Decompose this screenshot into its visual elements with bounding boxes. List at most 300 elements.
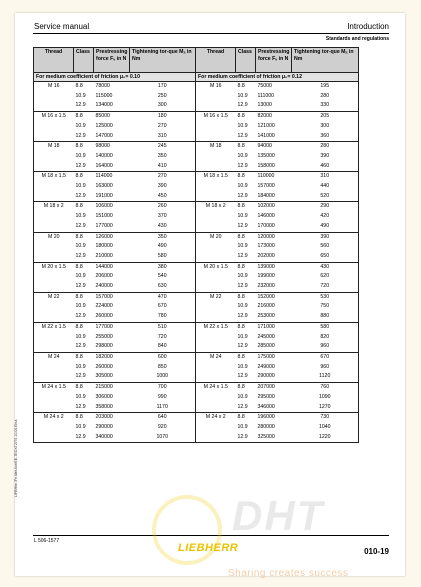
thread-cell xyxy=(34,433,74,443)
thread-cell xyxy=(196,423,236,433)
table-row xyxy=(34,292,359,302)
watermark-logo: DHT xyxy=(232,492,325,539)
table-row xyxy=(34,122,359,132)
class-cell: 12.9 xyxy=(236,132,256,142)
torque-cell: 1120 xyxy=(292,372,359,382)
thread-cell xyxy=(196,152,236,162)
thread-cell xyxy=(34,162,74,172)
class-cell: 8.8 xyxy=(75,173,83,180)
prestress-cell: 151000 xyxy=(95,213,113,220)
thread-cell: M 18 x 2 xyxy=(196,202,236,212)
prestress-cell: 163000 xyxy=(95,183,113,190)
torque-cell: 850 xyxy=(130,363,196,373)
prestress-cell: 175000 xyxy=(257,353,275,360)
thread-cell xyxy=(34,152,74,162)
prestress-cell: 260000 xyxy=(95,363,113,370)
prestress-cell: 285000 xyxy=(256,342,292,352)
thread-cell xyxy=(196,252,236,262)
prestress-cell: 215000 xyxy=(95,384,113,391)
torque-cell: 170 xyxy=(130,82,196,92)
logo-ring xyxy=(152,495,222,565)
torque-cell: 1000 xyxy=(130,372,196,382)
table-row xyxy=(34,282,359,292)
thread-cell xyxy=(34,302,74,312)
table-row xyxy=(34,262,359,272)
coefficient-left: For medium coefficient of friction μ₀= 0.10 xyxy=(34,73,196,82)
class-cell: 8.8 xyxy=(237,414,245,421)
prestress-cell: 102000 xyxy=(257,203,275,210)
class-cell: 12.9 xyxy=(236,403,256,413)
table-row xyxy=(34,312,359,322)
class-cell: 12.9 xyxy=(74,222,94,232)
thread-cell: M 18 x 1.5 xyxy=(34,172,74,182)
table-row xyxy=(34,383,359,393)
thread-cell xyxy=(196,162,236,172)
class-cell: 10.9 xyxy=(75,393,86,400)
thread-cell: M 18 xyxy=(196,142,236,152)
thread-cell: M 22 xyxy=(196,292,236,302)
torque-cell: 920 xyxy=(130,423,196,433)
bolt-torque-table xyxy=(33,47,359,443)
table-row xyxy=(34,132,359,142)
class-cell: 8.8 xyxy=(75,293,83,300)
torque-cell: 640 xyxy=(130,413,196,423)
thread-cell: M 24 x 1.5 xyxy=(34,383,74,393)
torque-cell: 270 xyxy=(130,172,196,182)
torque-cell: 310 xyxy=(130,132,196,142)
section-subtitle: Standards and regulations xyxy=(325,36,389,42)
class-cell: 8.8 xyxy=(237,293,245,300)
prestress-cell: 141000 xyxy=(256,132,292,142)
thread-cell: M 20 xyxy=(196,232,236,242)
class-cell: 10.9 xyxy=(75,243,86,250)
torque-cell: 390 xyxy=(292,152,359,162)
thread-cell xyxy=(196,363,236,373)
thread-cell xyxy=(34,101,74,111)
table-row xyxy=(34,112,359,122)
torque-cell: 760 xyxy=(292,383,359,393)
class-cell: 8.8 xyxy=(75,384,83,391)
prestress-cell: 177000 xyxy=(94,222,130,232)
class-cell: 12.9 xyxy=(74,342,94,352)
prestress-cell: 115000 xyxy=(95,92,113,99)
table-row xyxy=(34,423,359,433)
prestress-cell: 135000 xyxy=(257,152,275,159)
table-row xyxy=(34,182,359,192)
col-torque-left: Tightening tor-que Mₐ in Nm xyxy=(130,48,196,73)
torque-cell: 600 xyxy=(130,352,196,362)
prestress-cell: 139000 xyxy=(257,263,275,270)
prestress-cell: 94000 xyxy=(257,143,272,150)
thread-cell xyxy=(196,242,236,252)
torque-cell: 650 xyxy=(292,252,359,262)
torque-cell: 540 xyxy=(130,272,196,282)
torque-cell: 280 xyxy=(292,142,359,152)
torque-cell: 430 xyxy=(292,262,359,272)
class-cell: 12.9 xyxy=(74,282,94,292)
table-row xyxy=(34,101,359,111)
class-cell: 8.8 xyxy=(75,203,83,210)
prestress-cell: 85000 xyxy=(95,113,110,120)
torque-cell: 205 xyxy=(292,112,359,122)
col-thread-left: Thread xyxy=(34,48,74,73)
thread-cell: M 16 xyxy=(34,82,74,92)
class-cell: 10.9 xyxy=(237,333,248,340)
torque-cell: 490 xyxy=(130,242,196,252)
prestress-cell: 358000 xyxy=(94,403,130,413)
prestress-cell: 325000 xyxy=(256,433,292,443)
torque-cell: 1220 xyxy=(292,433,359,443)
torque-cell: 245 xyxy=(130,142,196,152)
class-cell: 8.8 xyxy=(75,143,83,150)
thread-cell: M 16 x 1.5 xyxy=(34,112,74,122)
table-row xyxy=(34,82,359,92)
class-cell: 10.9 xyxy=(75,122,86,129)
thread-cell: M 20 x 1.5 xyxy=(196,262,236,272)
class-cell: 10.9 xyxy=(75,273,86,280)
class-cell: 12.9 xyxy=(74,403,94,413)
prestress-cell: 98000 xyxy=(95,143,110,150)
torque-cell: 780 xyxy=(130,312,196,322)
prestress-cell: 152000 xyxy=(257,293,275,300)
table-row xyxy=(34,352,359,362)
class-cell: 12.9 xyxy=(74,192,94,202)
thread-cell xyxy=(34,333,74,343)
class-cell: 12.9 xyxy=(236,342,256,352)
class-cell: 12.9 xyxy=(236,101,256,111)
thread-cell: M 24 xyxy=(196,352,236,362)
table-row xyxy=(34,433,359,443)
col-prestress-left: Prestressing force Fᵥ in N xyxy=(94,48,130,73)
thread-cell: M 18 x 2 xyxy=(34,202,74,212)
torque-cell: 460 xyxy=(292,162,359,172)
table-row xyxy=(34,242,359,252)
class-cell: 10.9 xyxy=(237,92,248,99)
prestress-cell: 196000 xyxy=(257,414,275,421)
class-cell: 12.9 xyxy=(236,372,256,382)
table-row xyxy=(34,413,359,423)
torque-cell: 410 xyxy=(130,162,196,172)
class-cell: 8.8 xyxy=(237,233,245,240)
liebherr-logo: LIEBHERR xyxy=(178,542,239,554)
prestress-cell: 180000 xyxy=(95,243,113,250)
torque-cell: 1070 xyxy=(130,433,196,443)
torque-cell: 840 xyxy=(130,342,196,352)
prestress-cell: 125000 xyxy=(95,122,113,129)
class-cell: 10.9 xyxy=(75,152,86,159)
class-cell: 8.8 xyxy=(237,143,245,150)
coefficient-row xyxy=(34,73,359,82)
thread-cell xyxy=(196,403,236,413)
prestress-cell: 121000 xyxy=(257,122,275,129)
class-cell: 10.9 xyxy=(237,273,248,280)
table-row xyxy=(34,252,359,262)
thread-cell: M 18 xyxy=(34,142,74,152)
thread-cell: M 16 xyxy=(196,82,236,92)
prestress-cell: 171000 xyxy=(257,323,275,330)
thread-cell xyxy=(196,333,236,343)
prestress-cell: 232000 xyxy=(256,282,292,292)
class-cell: 8.8 xyxy=(237,384,245,391)
torque-cell: 880 xyxy=(292,312,359,322)
class-cell: 8.8 xyxy=(237,263,245,270)
prestress-cell: 346000 xyxy=(256,403,292,413)
class-cell: 8.8 xyxy=(75,83,83,89)
prestress-cell: 240000 xyxy=(94,282,130,292)
torque-cell: 960 xyxy=(292,363,359,373)
prestress-cell: 245000 xyxy=(257,333,275,340)
table-row xyxy=(34,372,359,382)
class-cell: 10.9 xyxy=(237,122,248,129)
prestress-cell: 260000 xyxy=(94,312,130,322)
header-rule xyxy=(33,33,389,34)
prestress-cell: 106000 xyxy=(95,203,113,210)
prestress-cell: 295000 xyxy=(257,393,275,400)
torque-cell: 420 xyxy=(292,212,359,222)
thread-cell xyxy=(196,272,236,282)
thread-cell xyxy=(34,393,74,403)
torque-cell: 670 xyxy=(130,302,196,312)
torque-cell: 360 xyxy=(292,132,359,142)
thread-cell xyxy=(34,222,74,232)
table-row xyxy=(34,393,359,403)
torque-cell: 390 xyxy=(292,232,359,242)
torque-cell: 180 xyxy=(130,112,196,122)
table-row xyxy=(34,322,359,332)
torque-cell: 270 xyxy=(130,122,196,132)
prestress-cell: 191000 xyxy=(94,192,130,202)
class-cell: 10.9 xyxy=(237,303,248,310)
torque-cell: 290 xyxy=(292,202,359,212)
thread-cell xyxy=(34,423,74,433)
thread-cell xyxy=(34,403,74,413)
torque-cell: 300 xyxy=(292,122,359,132)
thread-cell: M 24 x 2 xyxy=(34,413,74,423)
class-cell: 10.9 xyxy=(75,92,86,99)
class-cell: 12.9 xyxy=(74,433,94,443)
thread-cell xyxy=(196,312,236,322)
thread-cell xyxy=(196,132,236,142)
class-cell: 10.9 xyxy=(237,393,248,400)
prestress-cell: 120000 xyxy=(257,233,275,240)
class-cell: 12.9 xyxy=(74,132,94,142)
prestress-cell: 126000 xyxy=(95,233,113,240)
class-cell: 12.9 xyxy=(236,312,256,322)
class-cell: 8.8 xyxy=(237,113,245,120)
torque-cell: 520 xyxy=(292,192,359,202)
table-row xyxy=(34,92,359,102)
table-row xyxy=(34,212,359,222)
torque-cell: 450 xyxy=(130,192,196,202)
prestress-cell: 114000 xyxy=(95,173,113,180)
thread-cell xyxy=(196,282,236,292)
table-row xyxy=(34,202,359,212)
prestress-cell: 202000 xyxy=(256,252,292,262)
document-number: L 506-1577 xyxy=(34,538,60,544)
thread-cell: M 22 xyxy=(34,292,74,302)
class-cell: 8.8 xyxy=(75,323,83,330)
class-cell: 12.9 xyxy=(236,192,256,202)
thread-cell xyxy=(34,192,74,202)
thread-cell xyxy=(34,92,74,102)
class-cell: 10.9 xyxy=(237,183,248,190)
prestress-cell: 147000 xyxy=(94,132,130,142)
thread-cell xyxy=(196,222,236,232)
thread-cell xyxy=(34,363,74,373)
prestress-cell: 177000 xyxy=(95,323,113,330)
prestress-cell: 210000 xyxy=(94,252,130,262)
thread-cell: M 22 x 1.5 xyxy=(34,322,74,332)
thread-cell xyxy=(196,212,236,222)
thread-cell xyxy=(34,132,74,142)
torque-cell: 1090 xyxy=(292,393,359,403)
thread-cell xyxy=(34,272,74,282)
torque-cell: 630 xyxy=(130,282,196,292)
table-row xyxy=(34,192,359,202)
table-row xyxy=(34,333,359,343)
class-cell: 12.9 xyxy=(74,101,94,111)
thread-cell xyxy=(34,242,74,252)
prestress-cell: 140000 xyxy=(95,152,113,159)
prestress-cell: 224000 xyxy=(95,303,113,310)
table-row xyxy=(34,222,359,232)
class-cell: 12.9 xyxy=(236,433,256,443)
torque-cell: 670 xyxy=(292,352,359,362)
torque-cell: 195 xyxy=(292,82,359,92)
table-row xyxy=(34,342,359,352)
prestress-cell: 13000 xyxy=(256,101,292,111)
col-class-left: Class xyxy=(74,48,94,73)
class-cell: 10.9 xyxy=(75,213,86,220)
torque-cell: 990 xyxy=(130,393,196,403)
prestress-cell: 305000 xyxy=(94,372,130,382)
prestress-cell: 173000 xyxy=(257,243,275,250)
torque-cell: 620 xyxy=(292,272,359,282)
prestress-cell: 157000 xyxy=(257,183,275,190)
torque-cell: 1040 xyxy=(292,423,359,433)
prestress-cell: 216000 xyxy=(257,303,275,310)
thread-cell xyxy=(34,252,74,262)
thread-cell: M 24 xyxy=(34,352,74,362)
class-cell: 8.8 xyxy=(75,353,83,360)
torque-cell: 440 xyxy=(292,182,359,192)
class-cell: 10.9 xyxy=(237,423,248,430)
col-torque-right: Tightening tor-que Mₐ in Nm xyxy=(292,48,359,73)
prestress-cell: 144000 xyxy=(95,263,113,270)
prestress-cell: 199000 xyxy=(257,273,275,280)
thread-cell xyxy=(196,122,236,132)
thread-cell xyxy=(196,192,236,202)
torque-cell: 350 xyxy=(130,232,196,242)
prestress-cell: 207000 xyxy=(257,384,275,391)
thread-cell xyxy=(34,122,74,132)
thread-cell xyxy=(34,312,74,322)
torque-cell: 1170 xyxy=(130,403,196,413)
torque-cell: 960 xyxy=(292,342,359,352)
table-row xyxy=(34,142,359,152)
class-cell: 12.9 xyxy=(236,282,256,292)
thread-cell: M 24 x 2 xyxy=(196,413,236,423)
prestress-cell: 280000 xyxy=(257,423,275,430)
prestress-cell: 170000 xyxy=(256,222,292,232)
class-cell: 10.9 xyxy=(75,363,86,370)
torque-cell: 280 xyxy=(292,92,359,102)
torque-cell: 720 xyxy=(292,282,359,292)
prestress-cell: 184000 xyxy=(256,192,292,202)
table-header-row xyxy=(34,48,359,73)
thread-cell xyxy=(196,342,236,352)
thread-cell xyxy=(196,433,236,443)
class-cell: 10.9 xyxy=(237,243,248,250)
torque-cell: 580 xyxy=(130,252,196,262)
prestress-cell: 111000 xyxy=(257,92,275,99)
prestress-cell: 157000 xyxy=(95,293,113,300)
torque-cell: 250 xyxy=(130,92,196,102)
col-thread-right: Thread xyxy=(196,48,236,73)
class-cell: 12.9 xyxy=(236,252,256,262)
class-cell: 8.8 xyxy=(237,203,245,210)
class-cell: 12.9 xyxy=(74,372,94,382)
thread-cell xyxy=(34,182,74,192)
thread-cell xyxy=(34,282,74,292)
torque-cell: 560 xyxy=(292,242,359,252)
class-cell: 12.9 xyxy=(236,162,256,172)
torque-cell: 310 xyxy=(292,172,359,182)
table-row xyxy=(34,403,359,413)
side-note: LIPBHhe./Fe.ldes.toerEE-TEOXTZITS 10.00.Ema xyxy=(14,419,18,497)
coefficient-right: For medium coefficient of friction μ₀= 0.12 xyxy=(196,73,359,82)
thread-cell: M 24 x 1.5 xyxy=(196,383,236,393)
table-row xyxy=(34,232,359,242)
class-cell: 8.8 xyxy=(237,353,245,360)
thread-cell: M 22 x 1.5 xyxy=(196,322,236,332)
prestress-cell: 110000 xyxy=(257,173,275,180)
thread-cell xyxy=(34,212,74,222)
torque-cell: 260 xyxy=(130,202,196,212)
thread-cell: M 20 x 1.5 xyxy=(34,262,74,272)
prestress-cell: 134000 xyxy=(94,101,130,111)
prestress-cell: 158000 xyxy=(256,162,292,172)
watermark-slogan: Sharing creates success xyxy=(228,568,349,579)
thread-cell xyxy=(34,372,74,382)
thread-cell xyxy=(196,302,236,312)
torque-cell: 390 xyxy=(130,182,196,192)
thread-cell xyxy=(196,372,236,382)
class-cell: 10.9 xyxy=(75,333,86,340)
thread-cell xyxy=(196,182,236,192)
prestress-cell: 290000 xyxy=(256,372,292,382)
thread-cell xyxy=(34,342,74,352)
class-cell: 8.8 xyxy=(237,83,245,89)
class-cell: 10.9 xyxy=(75,183,86,190)
torque-cell: 350 xyxy=(130,152,196,162)
torque-cell: 430 xyxy=(130,222,196,232)
table-row xyxy=(34,302,359,312)
prestress-cell: 249000 xyxy=(257,363,275,370)
table-row xyxy=(34,152,359,162)
torque-cell: 720 xyxy=(130,333,196,343)
class-cell: 10.9 xyxy=(75,423,86,430)
prestress-cell: 253000 xyxy=(256,312,292,322)
class-cell: 12.9 xyxy=(74,162,94,172)
class-cell: 12.9 xyxy=(74,252,94,262)
col-class-right: Class xyxy=(236,48,256,73)
thread-cell xyxy=(196,101,236,111)
torque-cell: 730 xyxy=(292,413,359,423)
torque-cell: 380 xyxy=(130,262,196,272)
prestress-cell: 206000 xyxy=(95,273,113,280)
class-cell: 12.9 xyxy=(236,222,256,232)
